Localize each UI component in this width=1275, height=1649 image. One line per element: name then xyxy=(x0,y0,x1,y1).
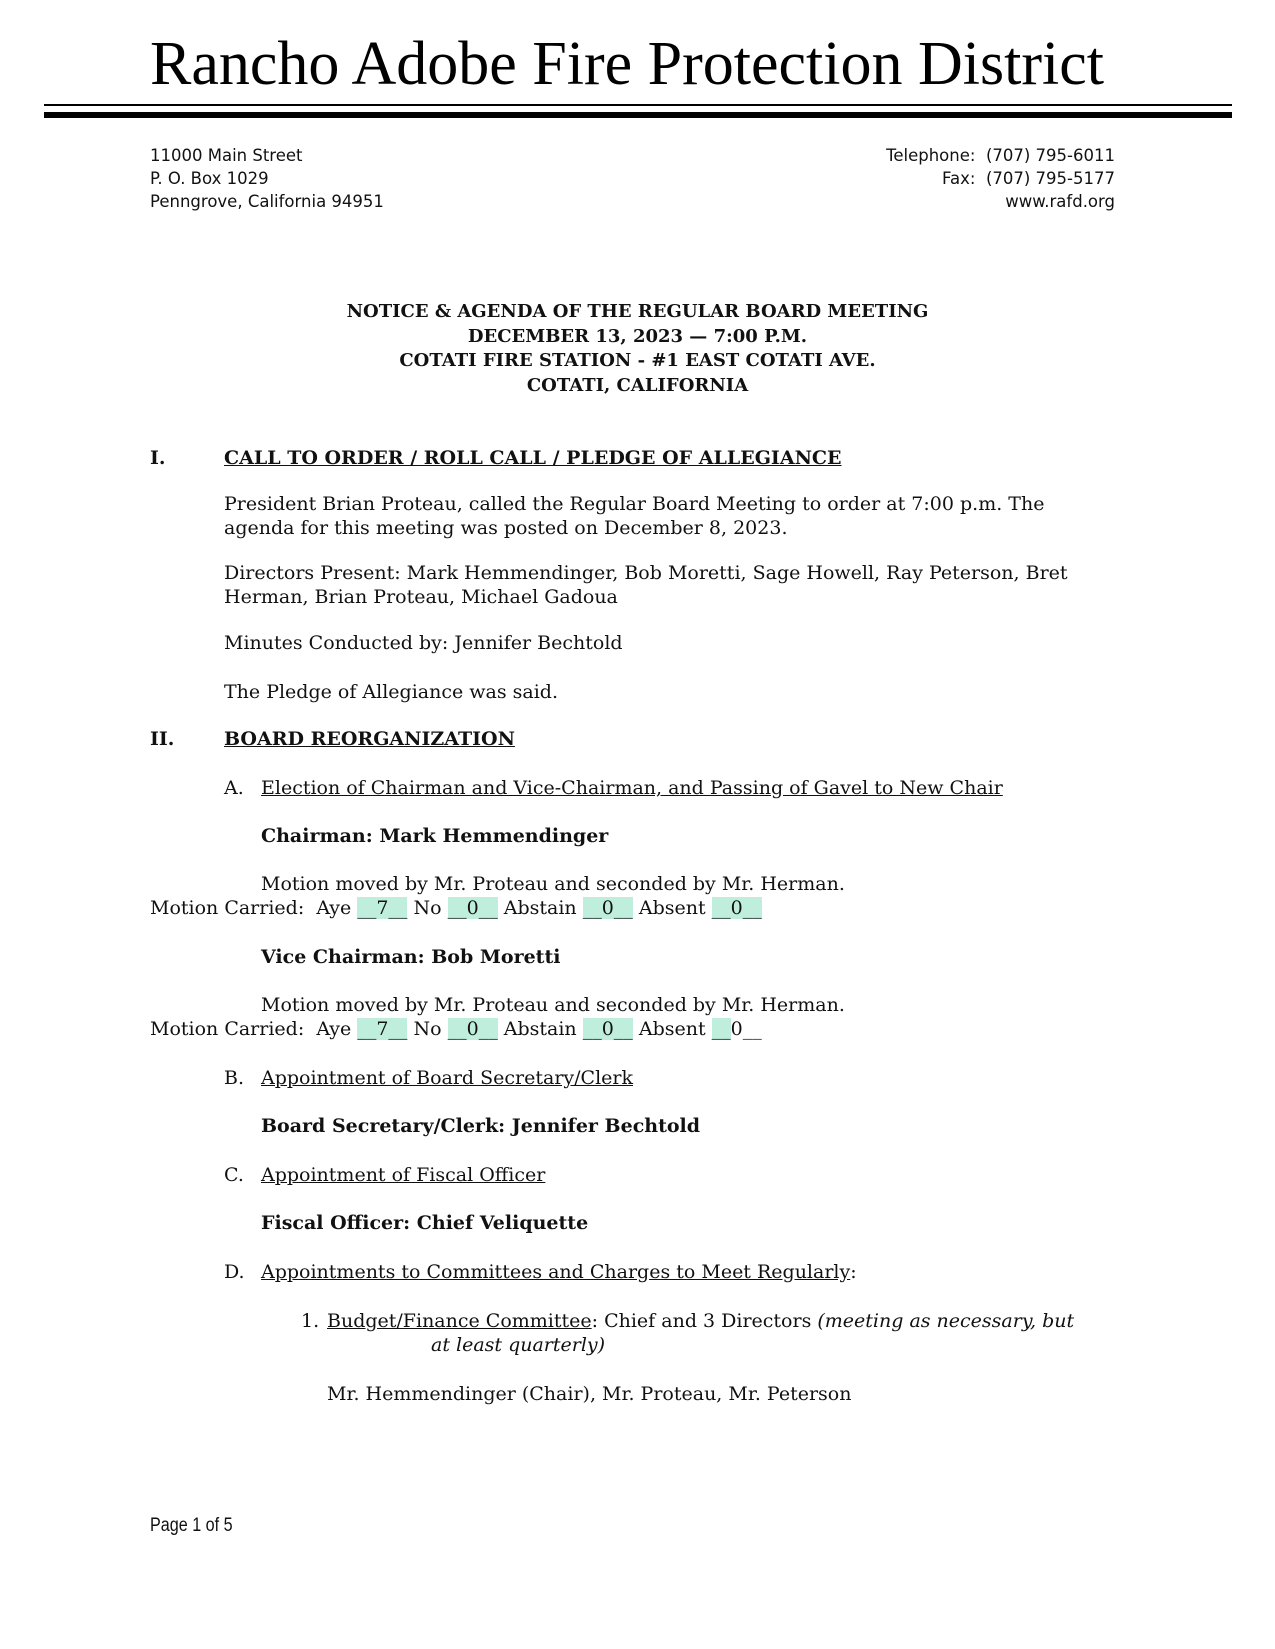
absent-count: __0__ xyxy=(711,1018,762,1040)
item-d-colon: : xyxy=(850,1261,857,1283)
abstain-label: Abstain xyxy=(503,1018,577,1040)
committee-1-description: : Chief and 3 Directors xyxy=(591,1310,818,1332)
no-count: __0__ xyxy=(447,1018,498,1040)
aye-value: 7 xyxy=(376,1018,389,1040)
committee-1-number: 1. xyxy=(301,1310,320,1332)
notice-line: COTATI, CALIFORNIA xyxy=(526,374,749,396)
contact-label: Telephone: xyxy=(886,146,976,165)
absent-label: Absent xyxy=(638,1018,706,1040)
address-line: 11000 Main Street xyxy=(150,146,303,165)
item-c-letter: C. xyxy=(224,1164,244,1186)
aye-label: Aye xyxy=(316,1018,352,1040)
no-label: No xyxy=(413,1018,442,1040)
motion-carried-label: Motion Carried: xyxy=(150,897,305,919)
committee-1-title: Budget/Finance Committee xyxy=(327,1310,592,1332)
contact-block xyxy=(886,144,1115,213)
aye-value: 7 xyxy=(376,897,389,919)
abstain-count: __0__ xyxy=(582,1018,633,1040)
abstain-count: __0__ xyxy=(582,897,633,919)
notice-heading xyxy=(0,300,1275,398)
fiscal-officer-appointment: Fiscal Officer: Chief Veliquette xyxy=(261,1212,589,1234)
item-d-letter: D. xyxy=(224,1261,245,1283)
motion-text: Motion moved by Mr. Proteau and seconded by Mr. Herman. xyxy=(261,994,845,1016)
website-link[interactable]: www.rafd.org xyxy=(1005,192,1115,211)
abstain-value: 0 xyxy=(601,897,614,919)
call-to-order-paragraph: President Brian Proteau, called the Regular Board Meeting to order at 7:00 p.m. The agenda for this meeting was posted on December 8, 2023. xyxy=(224,493,1045,539)
committee-1-note-continued: at least quarterly) xyxy=(431,1334,606,1356)
board-secretary-appointment: Board Secretary/Clerk: Jennifer Bechtold xyxy=(261,1115,701,1137)
website-row xyxy=(886,190,1115,213)
no-value: 0 xyxy=(466,1018,479,1040)
page-number: Page 1 of 5 xyxy=(150,1515,233,1536)
motion-carried-label: Motion Carried: xyxy=(150,1018,305,1040)
notice-line: NOTICE & AGENDA OF THE REGULAR BOARD MEETING xyxy=(346,301,929,322)
header-rule-thick xyxy=(44,112,1232,118)
item-c-title: Appointment of Fiscal Officer xyxy=(261,1164,546,1186)
telephone-row xyxy=(886,144,1115,167)
address-line: P. O. Box 1029 xyxy=(150,169,269,188)
item-a-title: Election of Chairman and Vice-Chairman, and Passing of Gavel to New Chair xyxy=(261,777,1003,799)
section-1-title: CALL TO ORDER / ROLL CALL / PLEDGE OF ALLEGIANCE xyxy=(224,447,842,469)
motion-text: Motion moved by Mr. Proteau and seconded by Mr. Herman. xyxy=(261,873,845,895)
section-2-number: II. xyxy=(150,728,175,750)
header-rule-thin xyxy=(44,104,1232,106)
contact-value: (707) 795-6011 xyxy=(985,146,1115,165)
absent-value: 0 xyxy=(730,1018,743,1040)
chairman-election: Chairman: Mark Hemmendinger xyxy=(261,825,609,847)
no-count: __0__ xyxy=(447,897,498,919)
committee-1-line xyxy=(327,1309,1074,1333)
aye-count: __7__ xyxy=(357,897,408,919)
absent-value: 0 xyxy=(730,897,743,919)
aye-count: __7__ xyxy=(357,1018,408,1040)
contact-label: Fax: xyxy=(942,169,976,188)
committee-1-note: (meeting as necessary, but xyxy=(817,1310,1075,1332)
item-b-letter: B. xyxy=(224,1067,245,1089)
absent-label: Absent xyxy=(638,897,706,919)
committee-1-members: Mr. Hemmendinger (Chair), Mr. Proteau, Mr. Peterson xyxy=(327,1383,852,1405)
fax-row xyxy=(886,167,1115,190)
pledge-statement: The Pledge of Allegiance was said. xyxy=(224,681,559,703)
minutes-conducted-by: Minutes Conducted by: Jennifer Bechtold xyxy=(224,632,623,654)
item-d-heading xyxy=(261,1260,857,1284)
no-value: 0 xyxy=(466,897,479,919)
vice-chairman-election: Vice Chairman: Bob Moretti xyxy=(261,946,561,968)
item-d-title: Appointments to Committees and Charges to Meet Regularly xyxy=(261,1261,851,1283)
abstain-value: 0 xyxy=(601,1018,614,1040)
aye-label: Aye xyxy=(316,897,352,919)
section-2-title: BOARD REORGANIZATION xyxy=(224,728,515,750)
vote-line xyxy=(150,896,762,920)
vote-line xyxy=(150,1017,762,1041)
no-label: No xyxy=(413,897,442,919)
section-1-number: I. xyxy=(150,447,166,469)
directors-present-paragraph: Directors Present: Mark Hemmendinger, Bob Moretti, Sage Howell, Ray Peterson, Bret Herman, Brian Proteau, Michael Gadoua xyxy=(224,562,1068,608)
district-title: Rancho Adobe Fire Protection District xyxy=(150,30,1104,98)
item-a-letter: A. xyxy=(224,777,244,799)
item-b-title: Appointment of Board Secretary/Clerk xyxy=(261,1067,633,1089)
abstain-label: Abstain xyxy=(503,897,577,919)
notice-line: COTATI FIRE STATION - #1 EAST COTATI AVE. xyxy=(399,350,876,371)
address-line: Penngrove, California 94951 xyxy=(150,192,384,211)
absent-count: __0__ xyxy=(711,897,762,919)
notice-line: DECEMBER 13, 2023 — 7:00 P.M. xyxy=(467,325,808,347)
contact-value: (707) 795-5177 xyxy=(985,169,1115,188)
address-block xyxy=(150,144,384,213)
